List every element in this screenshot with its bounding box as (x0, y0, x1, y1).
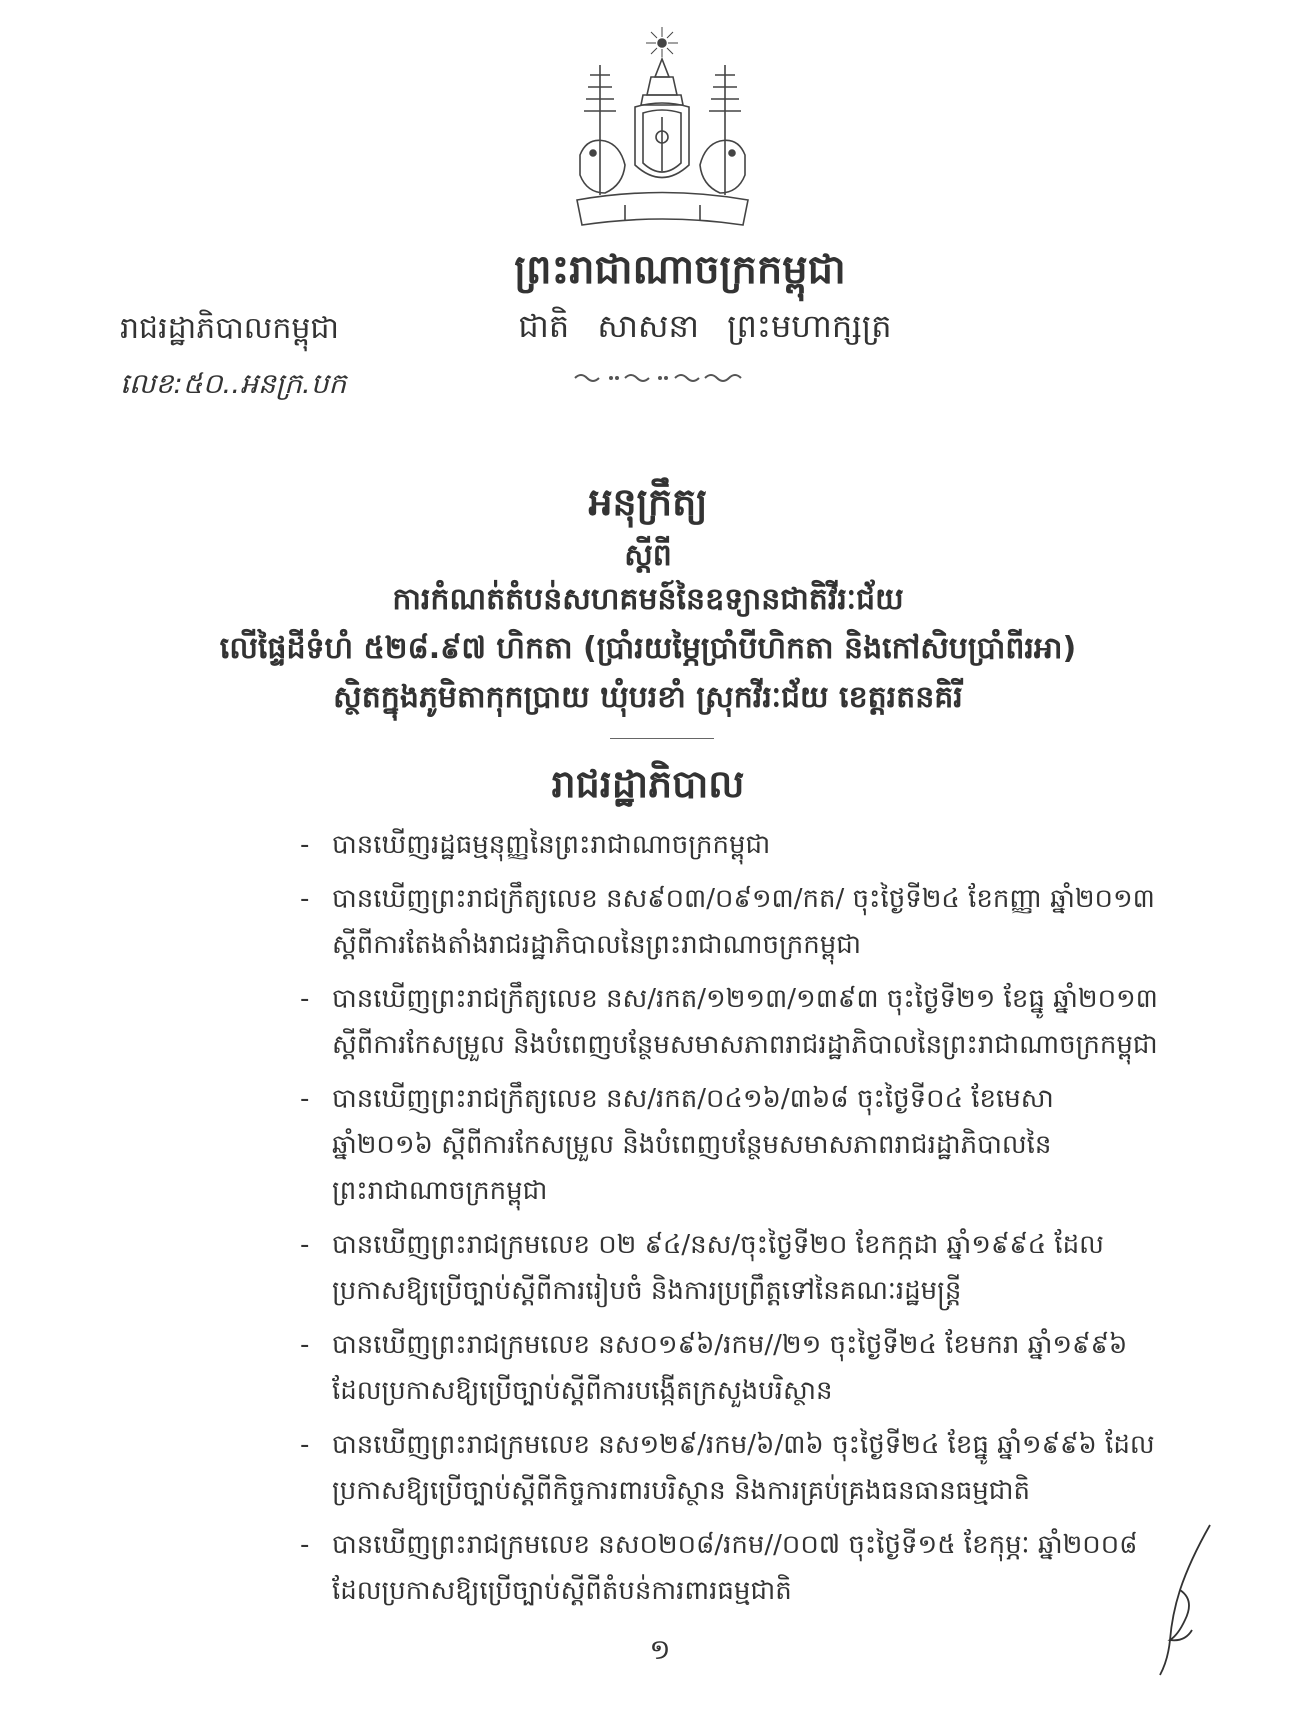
recital-item (300, 876, 1160, 968)
recitals-list (300, 822, 1160, 1622)
recital-text: បានឃើញព្រះរាជក្រមលេខ នស០១៩៦/រកម//២១ ចុះថ្ងៃទី២៤ ខែមករា ឆ្នាំ១៩៩៦ ដែលប្រកាសឱ្យប្រើច្បាប់ស្តីពីការបង្កើតក្រសួងបរិស្ថាន (332, 1330, 1128, 1406)
recital-text: បានឃើញព្រះរាជក្រឹត្យលេខ នស/រកត/០៤១៦/៣៦៨ ចុះថ្ងៃទី០៤ ខែមេសា ឆ្នាំ២០១៦ ស្តីពីការកែសម្រួល និងបំពេញបន្ថែមសមាសភាពរាជរដ្ឋាភិបាលនៃព្រះរាជាណាចក្រកម្ពុជា (332, 1084, 1054, 1206)
national-motto: ជាតិ សាសនា ព្រះមហាក្សត្រ (518, 307, 892, 345)
recital-text: បានឃើញព្រះរាជក្រឹត្យលេខ នស/រកត/១២១៣/១៣៩៣ ចុះថ្ងៃទី២១ ខែធ្នូ ឆ្នាំ២០១៣ ស្តីពីការកែសម្រួល និងបំពេញបន្ថែមសមាសភាពរាជរដ្ឋាភិបាលនៃព្រះរាជាណាចក្រកម្ពុជា (332, 984, 1158, 1060)
recital-text: បានឃើញព្រះរាជក្រមលេខ នស០២០៨/រកម//០០៧ ចុះថ្ងៃទី១៥ ខែកុម្ភៈ ឆ្នាំ២០០៨ ដែលប្រកាសឱ្យប្រើច្បាប់ស្តីពីតំបន់ការពារធម្មជាតិ (332, 1530, 1138, 1606)
recital-text: បានឃើញព្រះរាជក្រមលេខ នស១២៩/រកម/៦/៣៦ ចុះថ្ងៃទី២៤ ខែធ្នូ ឆ្នាំ១៩៩៦ ដែលប្រកាសឱ្យប្រើច្បាប់ស្តីពីកិច្ចការពារបរិស្ថាន និងការគ្រប់គ្រងធនធានធម្មជាតិ (332, 1430, 1155, 1506)
ornament-divider (565, 368, 755, 388)
title-line-1: ការកំណត់តំបន់សហគមន៍នៃឧទ្យានជាតិវីរៈជ័យ (392, 582, 904, 617)
bullet-dash: - (300, 830, 310, 860)
subject-label: ស្តីពី (624, 538, 672, 573)
recital-item (300, 822, 1160, 868)
document-type-heading: អនុក្រឹត្យ (588, 480, 708, 524)
recital-item (300, 1322, 1160, 1414)
bullet-dash: - (300, 1230, 310, 1260)
recital-text: បានឃើញរដ្ឋធម្មនុញ្ញនៃព្រះរាជាណាចក្រកម្ពុជា (332, 830, 771, 860)
recital-item (300, 1422, 1160, 1514)
issuer-heading: រាជរដ្ឋាភិបាល (551, 762, 745, 806)
recital-text: បានឃើញព្រះរាជក្រឹត្យលេខ នស៩០៣/០៩១៣/កត/ ចុះថ្ងៃទី២៤ ខែកញ្ញា ឆ្នាំ២០១៣ ស្តីពីការតែងតាំងរាជរដ្ឋាភិបាលនៃព្រះរាជាណាចក្រកម្ពុជា (332, 884, 1155, 960)
initials-signature (1140, 1520, 1220, 1680)
recital-item (300, 976, 1160, 1068)
bullet-dash: - (300, 1330, 310, 1360)
government-name: រាជរដ្ឋាភិបាលកម្ពុជា (120, 311, 339, 346)
recital-item (300, 1522, 1160, 1614)
bullet-dash: - (300, 984, 310, 1014)
recital-item (300, 1222, 1160, 1314)
royal-coat-of-arms-icon (565, 25, 760, 240)
title-line-3: ស្ថិតក្នុងភូមិតាកុកប្រាយ ឃុំបរខាំ ស្រុកវីរៈជ័យ ខេត្តរតនគិរី (333, 680, 963, 715)
title-line-2: លើផ្ទៃដីទំហំ ៥២៨.៩៧ ហិកតា (ប្រាំរយម្ភៃប្រាំបីហិកតា និងកៅសិបប្រាំពីរអា) (219, 631, 1077, 666)
bullet-dash: - (300, 884, 310, 914)
page-number: ១ (649, 1633, 671, 1666)
recital-text: បានឃើញព្រះរាជក្រមលេខ ០២ ៩៤/នស/ចុះថ្ងៃទី២០ ខែកក្កដា ឆ្នាំ១៩៩៤ ដែលប្រកាសឱ្យប្រើច្បាប់ស្តីពីការរៀបចំ និងការប្រព្រឹត្តទៅនៃគណៈរដ្ឋមន្ត្រី (332, 1230, 1104, 1306)
kingdom-title: ព្រះរាជាណាចក្រកម្ពុជា (514, 247, 846, 293)
bullet-dash: - (300, 1430, 310, 1460)
bullet-dash: - (300, 1530, 310, 1560)
recital-item (300, 1076, 1160, 1214)
bullet-dash: - (300, 1084, 310, 1114)
section-divider (610, 738, 714, 739)
document-number: លេខ:៥០..អនក្រ.បក (120, 367, 347, 400)
